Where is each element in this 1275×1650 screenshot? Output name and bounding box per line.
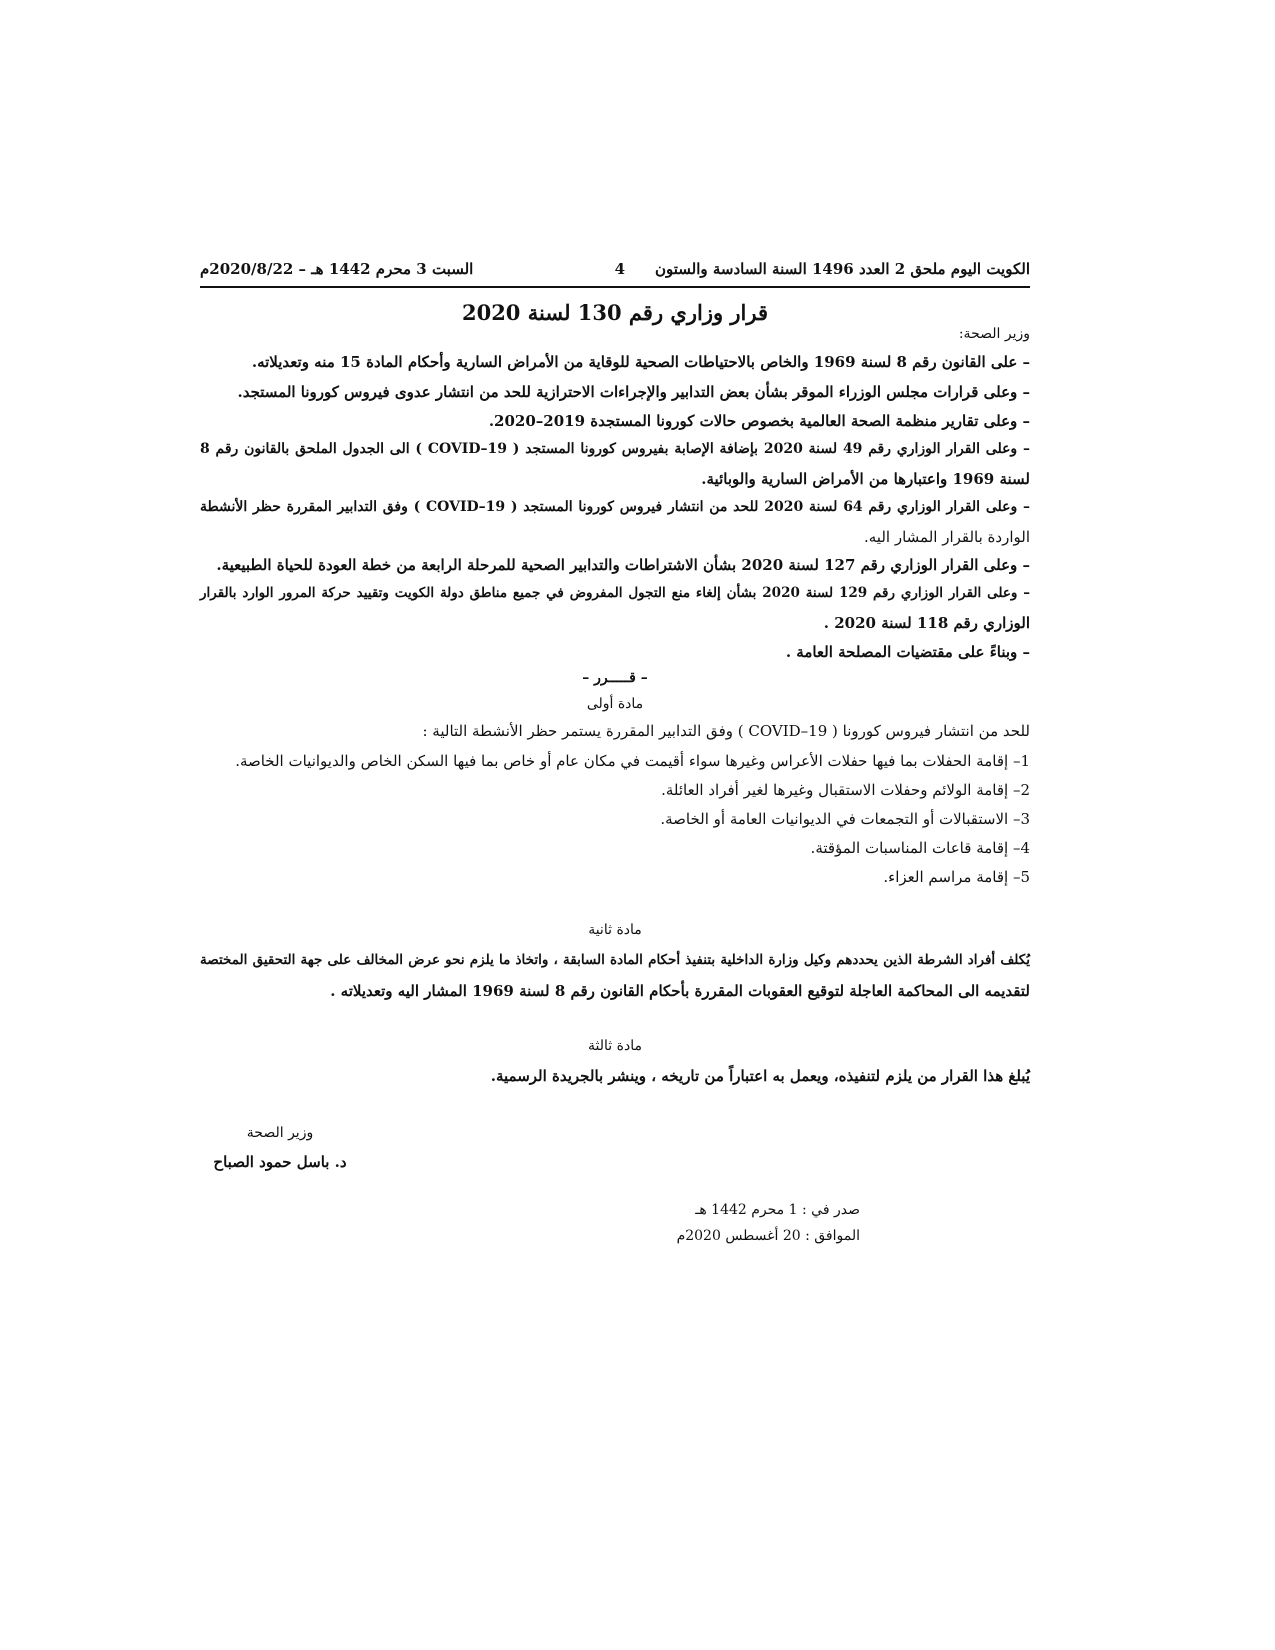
article-1-item-4: 4– إقامة قاعات المناسبات المؤقتة.	[810, 839, 1030, 857]
article-1-item-5: 5– إقامة مراسم العزاء.	[883, 868, 1030, 886]
decree-title: قرار وزاري رقم 130 لسنة 2020	[461, 300, 769, 325]
article-1-intro: للحد من انتشار فيروس كورونا ( COVID–19 ) وفق التدابير المقررة يستمر حظر الأنشطة التالية :	[422, 722, 1030, 740]
preamble-line-9: – وعلى القرار الوزاري رقم 129 لسنة 2020 بشأن إلغاء منع التجول المفروض في جميع مناطق دولة الكويت وتقييد حركة المرور الوارد بالقرار	[200, 585, 1031, 601]
article-2-line-1: يُكلف أفراد الشرطة الذين يحددهم وكيل وزارة الداخلية بتنفيذ أحكام المادة السابقة ، واتخاذ ما يلزم نحو عرض المخالف على جهة التحقيق المختصة	[200, 952, 1030, 968]
article-1-item-2: 2– إقامة الولائم وحفلات الاستقبال وغيرها لغير أفراد العائلة.	[661, 781, 1030, 799]
article-3-text: يُبلغ هذا القرار من يلزم لتنفيذه، ويعمل به اعتباراً من تاريخه ، وينشر بالجريدة الرسمية.	[490, 1067, 1030, 1085]
document-page	[200, 0, 1030, 1650]
header-publication: الكويت اليوم ملحق 2 العدد 1496 السنة السادسة والستون	[654, 260, 1030, 278]
preamble-line-5: لسنة 1969 واعتبارها من الأمراض السارية والوبائية.	[701, 470, 1030, 488]
issued-gregorian-date: الموافق : 20 أغسطس 2020م	[676, 1228, 860, 1244]
preamble-line-7: الواردة بالقرار المشار اليه.	[863, 528, 1030, 546]
preamble-line-3: – وعلى تقارير منظمة الصحة العالمية بخصوص حالات كورونا المستجدة 2019–2020.	[488, 412, 1030, 430]
article-2-heading: مادة ثانية	[588, 922, 642, 938]
page-header	[200, 256, 1030, 288]
article-1-heading: مادة أولى	[586, 696, 644, 712]
preamble-line-11: – وبناءً على مقتضيات المصلحة العامة .	[785, 643, 1030, 661]
preamble-line-4: – وعلى القرار الوزاري رقم 49 لسنة 2020 بإضافة الإصابة بفيروس كورونا المستجد ( COVID–19 ) الى الجدول الملحق بالقانون رقم 8	[200, 441, 1030, 457]
preamble-line-1: – على القانون رقم 8 لسنة 1969 والخاص بالاحتياطات الصحية للوقاية من الأمراض السارية وأحكام المادة 15 منه وتعديلاته.	[251, 353, 1030, 371]
signature-name: د. باسل حمود الصباح	[213, 1153, 347, 1171]
header-page-number: 4	[614, 260, 625, 278]
issuer-label: وزير الصحة:	[958, 326, 1030, 342]
signature-title: وزير الصحة	[246, 1125, 314, 1141]
article-2-line-2: لتقديمه الى المحاكمة العاجلة لتوقيع العقوبات المقررة بأحكام القانون رقم 8 لسنة 1969 المشار اليه وتعديلاته .	[330, 982, 1030, 1000]
header-date: السبت 3 محرم 1442 هـ – 2020/8/22م	[200, 260, 474, 278]
preamble-line-6: – وعلى القرار الوزاري رقم 64 لسنة 2020 للحد من انتشار فيروس كورونا المستجد ( COVID–19 ) وفق التدابير المقررة حظر الأنشطة	[200, 499, 1031, 515]
article-3-heading: مادة ثالثة	[588, 1038, 642, 1054]
preamble-line-8: – وعلى القرار الوزاري رقم 127 لسنة 2020 بشأن الاشتراطات والتدابير الصحية للمرحلة الرابعة من خطة العودة للحياة الطبيعية.	[216, 556, 1030, 574]
decided-heading: – قـــــرر –	[582, 670, 648, 686]
article-1-item-3: 3– الاستقبالات أو التجمعات في الديوانيات العامة أو الخاصة.	[660, 810, 1030, 828]
preamble-line-2: – وعلى قرارات مجلس الوزراء الموقر بشأن بعض التدابير والإجراءات الاحترازية للحد من انتشار عدوى فيروس كورونا المستجد.	[237, 383, 1030, 401]
article-1-item-1: 1– إقامة الحفلات بما فيها حفلات الأعراس وغيرها سواء أقيمت في مكان عام أو خاص بما فيها السكن الخاص والديوانيات الخاصة.	[235, 752, 1030, 770]
issued-hijri-date: صدر في : 1 محرم 1442 هـ	[695, 1202, 860, 1218]
preamble-line-10: الوزاري رقم 118 لسنة 2020 .	[823, 614, 1030, 632]
